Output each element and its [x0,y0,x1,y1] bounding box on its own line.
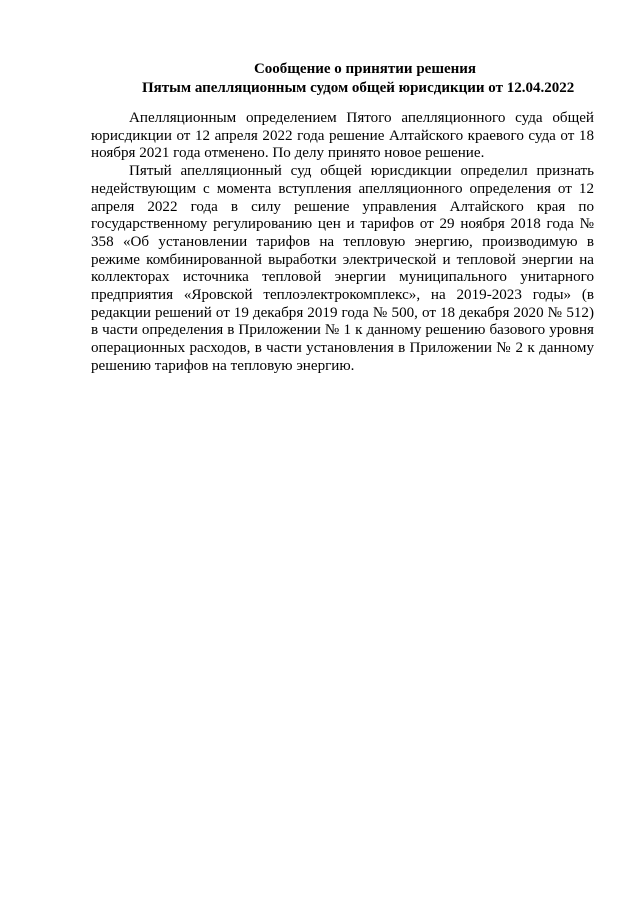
paragraph-1: Апелляционным определением Пятого апелляционного суда общей юрисдикции от 12 апреля 2022 года решение Алтайского краевого суда от 18 ноября 2021 года отменено. По делу принято новое решение. [91,110,594,162]
document-title [120,60,590,98]
paragraph-2: Пятый апелляционный суд общей юрисдикции определил признать недействующим с момента вступления апелляционного определения от 12 апреля 2022 года в силу решение управления Алтайского края по государственному регулированию цен и тарифов от 29 ноября 2018 года № 358 «Об установлении тарифов на тепловую энергию, производимую в режиме комбинированной выработки электрической и тепловой энергии на коллекторах источника тепловой энергии муниципального унитарного предприятия «Яровской теплоэлектрокомплекс», на 2019-2023 годы» (в редакции решений от 19 декабря 2019 года № 500, от 18 декабря 2020 № 512) в части определения в Приложении № 1 к данному решению базового уровня операционных расходов, в части установления в Приложении № 2 к данному решению тарифов на тепловую энергию. [91,163,594,374]
title-line-1: Сообщение о принятии решения [253,61,477,77]
title-line-2: Пятым апелляционным судом общей юрисдикции от 12.04.2022 [142,80,575,96]
document-body [91,110,594,376]
